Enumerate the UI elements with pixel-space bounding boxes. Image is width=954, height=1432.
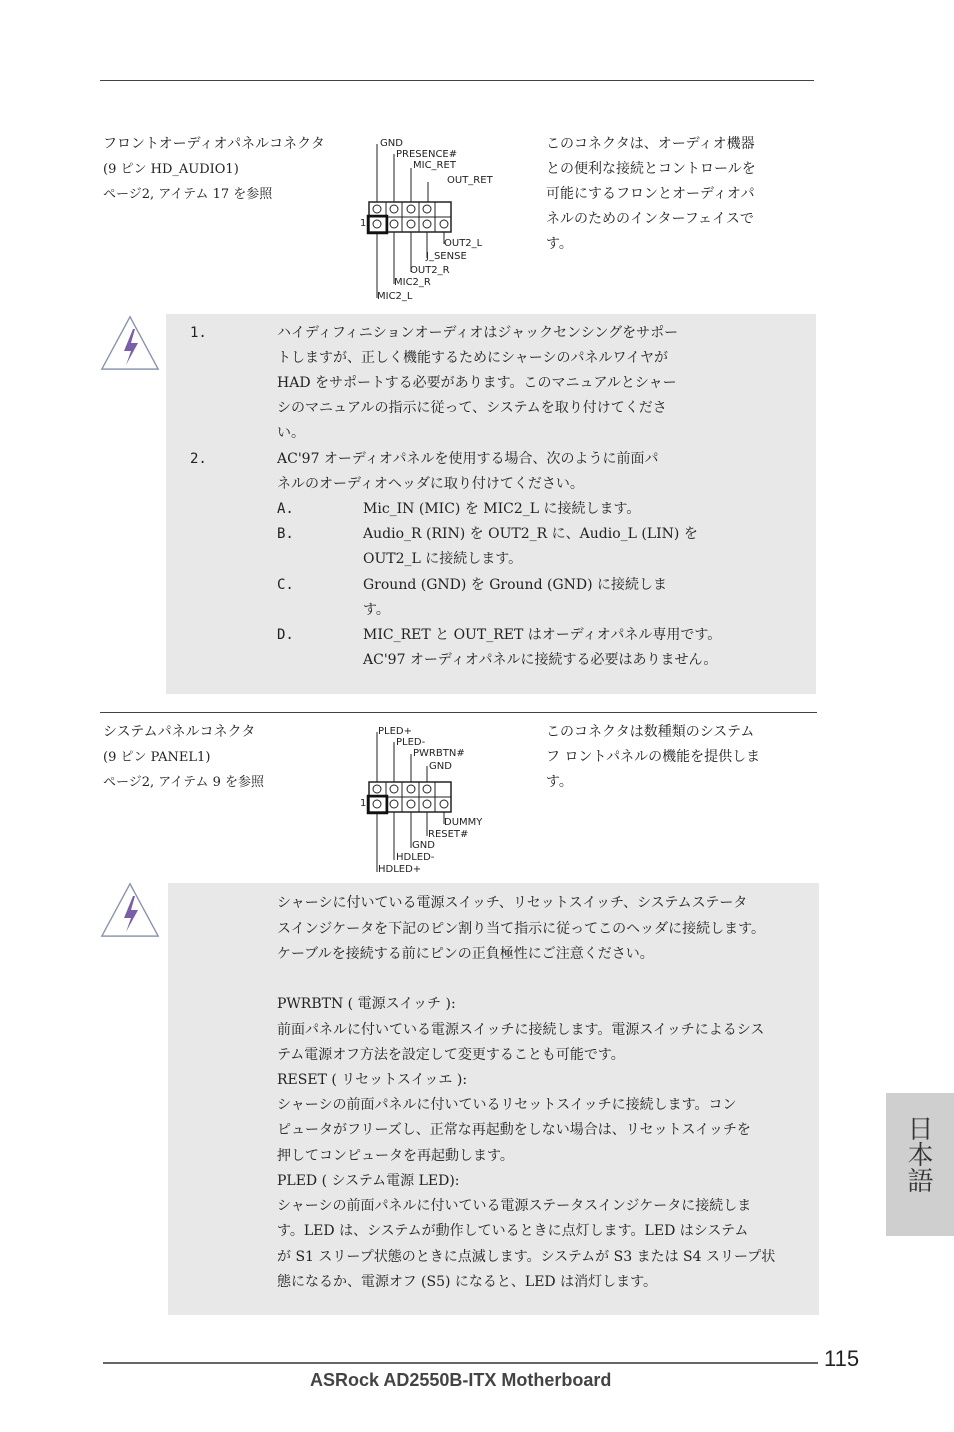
panel-pin-label: HDLED- bbox=[396, 852, 435, 863]
panel-pin-label: GND bbox=[429, 761, 452, 772]
note-line: スインジケータを下記のピン割り当て指示に従ってこのヘッダに接続します。 bbox=[277, 921, 765, 937]
note-line: シのマニュアルの指示に従って、システムを取り付けてくださ bbox=[277, 400, 667, 416]
audio-desc-line: す。 bbox=[546, 236, 573, 252]
language-side-tab bbox=[886, 1093, 954, 1236]
audio-desc-line: このコネクタは、オーディオ機器 bbox=[546, 136, 755, 152]
panel-desc-line: す。 bbox=[546, 774, 573, 790]
note-item-number: 2. bbox=[190, 451, 207, 467]
audio-desc-line: との便利な接続とコントロールを bbox=[546, 161, 756, 177]
audio-pin-label: OUT2_L bbox=[444, 238, 483, 249]
note-sub-letter: B. bbox=[277, 526, 294, 542]
panel-desc-line: フ ロントパネルの機能を提供しま bbox=[546, 749, 761, 765]
caution-icon bbox=[100, 880, 160, 940]
note-line: ハイディフィニションオーディオはジャックセンシングをサポー bbox=[277, 325, 679, 341]
caution-icon bbox=[100, 313, 160, 373]
note-line: ケーブルを接続する前にピンの正負極性にご注意ください。 bbox=[277, 946, 654, 962]
note-line: ネルのオーディオヘッダに取り付けてください。 bbox=[277, 476, 584, 492]
note-line: シャーシの前面パネルに付いている電源ステータスインジケータに接続しま bbox=[277, 1198, 752, 1214]
panel-pin-label: DUMMY bbox=[444, 817, 483, 828]
note-item-number: 1. bbox=[190, 325, 207, 341]
panel-pin-label: PLED- bbox=[396, 737, 426, 748]
note-sub-letter: D. bbox=[277, 627, 294, 643]
note-line: い。 bbox=[277, 425, 305, 441]
side-tab-label: 日本語 bbox=[903, 1115, 933, 1193]
panel-title: システムパネルコネクタ bbox=[103, 724, 256, 740]
note-line: 態になるか、電源オフ (S5) になると、LED は消灯します。 bbox=[277, 1274, 657, 1290]
note-line: AC'97 オーディオパネルを使用する場合、次のように前面パ bbox=[277, 451, 659, 467]
audio-pin-label: OUT2_R bbox=[410, 265, 450, 276]
audio-pin-label: PRESENCE# bbox=[396, 149, 458, 160]
audio-title: フロントオーディオパネルコネクタ bbox=[103, 136, 325, 152]
panel-ref: ページ2, アイテム 9 を参照 bbox=[103, 775, 264, 790]
audio-desc-line: 可能にするフロンとオーディオパ bbox=[546, 186, 755, 202]
warning-triangle-icon bbox=[100, 880, 160, 940]
note-line: トしますが、正しく機能するためにシャーシのパネルワイヤが bbox=[277, 350, 669, 366]
note-line: HAD をサポートする必要があります。このマニュアルとシャー bbox=[277, 375, 677, 391]
audio-pin-1-label: 1 bbox=[360, 218, 367, 229]
note-line: シャーシの前面パネルに付いているリセットスイッチに接続します。コン bbox=[277, 1097, 737, 1113]
panel-pin-1-label: 1 bbox=[360, 798, 367, 809]
warning-triangle-icon bbox=[100, 313, 160, 373]
footer-title: ASRock AD2550B-ITX Motherboard bbox=[310, 1370, 612, 1390]
note-line: ピュータがフリーズし、正常な再起動をしない場合は、リセットスイッチを bbox=[277, 1122, 751, 1138]
note-line: 押してコンピュータを再起動します。 bbox=[277, 1148, 514, 1164]
note-line: Mic_IN (MIC) を MIC2_L に接続します。 bbox=[363, 501, 641, 517]
note-line: Ground (GND) を Ground (GND) に接続しま bbox=[363, 577, 668, 593]
note-line: PLED ( システム電源 LED): bbox=[277, 1173, 460, 1189]
panel-pin-label: PWRBTN# bbox=[413, 748, 465, 759]
note-line: Audio_R (RIN) を OUT2_R に、Audio_L (LIN) を bbox=[363, 526, 698, 542]
note-line: す。LED は、システムが動作しているときに点灯します。LED はシステム bbox=[277, 1223, 749, 1239]
audio-pins: (9 ピン HD_AUDIO1) bbox=[103, 162, 239, 177]
note-line: PWRBTN ( 電源スイッチ ): bbox=[277, 996, 456, 1012]
audio-pin-label: J_SENSE bbox=[426, 251, 467, 262]
note-line: 前面パネルに付いている電源スイッチに接続します。電源スイッチによるシス bbox=[277, 1022, 765, 1038]
note-line: す。 bbox=[363, 602, 390, 618]
audio-desc-line: ネルのためのインターフェイスで bbox=[546, 211, 754, 227]
note-line: AC'97 オーディオパネルに接続する必要はありません。 bbox=[363, 652, 718, 668]
audio-pin-diagram bbox=[360, 138, 540, 308]
panel-pin-label: GND bbox=[412, 840, 435, 851]
panel-pin-label: HDLED+ bbox=[378, 864, 422, 875]
audio-pin-label: MIC_RET bbox=[413, 160, 456, 171]
note-line: MIC_RET と OUT_RET はオーディオパネル専用です。 bbox=[363, 627, 722, 643]
audio-pin-label: MIC2_L bbox=[377, 291, 413, 302]
panel-desc-line: このコネクタは数種類のシステム bbox=[546, 724, 755, 740]
note-line: RESET ( リセットスイッエ ): bbox=[277, 1072, 468, 1088]
panel-pin-label: PLED+ bbox=[378, 726, 412, 737]
page-number: 115 bbox=[824, 1346, 860, 1371]
audio-pin-label: OUT_RET bbox=[447, 175, 493, 186]
note-sub-letter: A. bbox=[277, 501, 294, 517]
note-line: テム電源オフ方法を設定して変更することも可能です。 bbox=[277, 1047, 625, 1063]
audio-pin-label: GND bbox=[380, 138, 403, 149]
section-rule bbox=[100, 712, 817, 713]
panel-pin-diagram bbox=[360, 726, 540, 876]
top-rule bbox=[100, 80, 814, 81]
panel-pin-label: RESET# bbox=[428, 829, 469, 840]
note-line: が S1 スリープ状態のときに点滅します。システムが S3 または S4 スリープ状 bbox=[277, 1249, 776, 1265]
panel-pins: (9 ピン PANEL1) bbox=[103, 750, 211, 765]
note-sub-letter: C. bbox=[277, 577, 294, 593]
audio-pin-label: MIC2_R bbox=[394, 277, 431, 288]
note-line: OUT2_L に接続します。 bbox=[363, 551, 523, 567]
bottom-rule bbox=[103, 1362, 818, 1364]
audio-ref: ページ2, アイテム 17 を参照 bbox=[103, 187, 273, 202]
note-line: シャーシに付いている電源スイッチ、リセットスイッチ、システムステータ bbox=[277, 895, 748, 911]
